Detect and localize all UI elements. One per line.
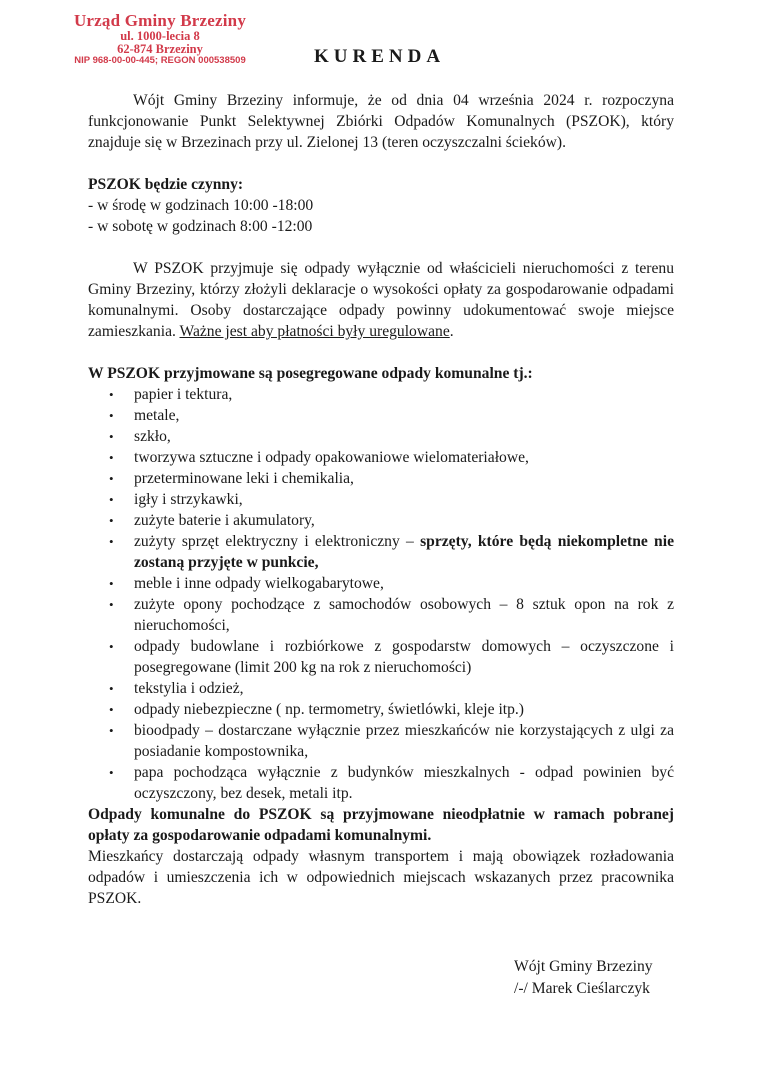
hours-title: PSZOK będzie czynny: bbox=[88, 176, 244, 193]
list-item: • igły i strzykawki, bbox=[134, 489, 674, 510]
list-item: • meble i inne odpady wielkogabarytowe, bbox=[134, 573, 674, 594]
list-item: • szkło, bbox=[134, 426, 674, 447]
stamp-postal: 62-874 Brzeziny bbox=[117, 41, 203, 56]
hours-item-saturday: - w sobotę w godzinach 8:00 -12:00 bbox=[88, 218, 313, 235]
payment-notice: Ważne jest aby płatności były uregulowane bbox=[179, 323, 450, 340]
stamp-office-name: Urząd Gminy Brzeziny bbox=[73, 11, 247, 30]
document-body bbox=[88, 90, 674, 909]
office-stamp bbox=[60, 12, 260, 66]
eligibility-end: . bbox=[449, 323, 454, 340]
signature-block bbox=[514, 956, 653, 1000]
transport-paragraph: Mieszkańcy dostarczają odpady własnym transportem i mają obowiązek rozładowania odpadów i umieszczenia ich w odpowiednich miejscach wskazanych przez pracownika PSZOK. bbox=[88, 848, 674, 907]
stamp-ids: NIP 968-00-00-445; REGON 000538509 bbox=[74, 55, 246, 67]
list-item bbox=[134, 531, 674, 573]
list-item: • tworzywa sztuczne i odpady opakowaniowe wielomateriałowe, bbox=[134, 447, 674, 468]
list-item: • zużyte baterie i akumulatory, bbox=[134, 510, 674, 531]
list-item: • odpady budowlane i rozbiórkowe z gospodarstw domowych – oczyszczone i posegregowane (limit 200 kg na rok z nieruchomości) bbox=[134, 636, 674, 678]
document-title: KURENDA bbox=[314, 46, 446, 67]
free-of-charge-notice: Odpady komunalne do PSZOK są przyjmowane nieodpłatnie w ramach pobranej opłaty za gospodarowanie odpadami komunalnymi. bbox=[88, 806, 674, 844]
intro-paragraph: Wójt Gminy Brzeziny informuje, że od dnia 04 września 2024 r. rozpoczyna funkcjonowanie Punkt Selektywnej Zbiórki Odpadów Komunalnych (PSZOK), który znajduje się w Brzezinach przy ul. Zielonej 13 (teren oczyszczalni ścieków). bbox=[88, 92, 674, 151]
list-item: • papier i tektura, bbox=[134, 384, 674, 405]
accepted-waste-title: W PSZOK przyjmowane są posegregowane odpady komunalne tj.: bbox=[88, 365, 533, 382]
list-item-bold-note: sprzęty, które będą niekompletne nie zostaną przyjęte w punkcie, bbox=[134, 533, 674, 571]
list-item: • bioodpady – dostarczane wyłącznie przez mieszkańców nie korzystających z ulgi za posiadanie kompostownika, bbox=[134, 720, 674, 762]
hours-item-wednesday: - w środę w godzinach 10:00 -18:00 bbox=[88, 197, 314, 214]
list-item-text: zużyty sprzęt elektryczny i elektroniczny – bbox=[134, 533, 421, 550]
list-item: • tekstylia i odzież, bbox=[134, 678, 674, 699]
signature-name: /-/ Marek Cieślarczyk bbox=[514, 980, 650, 997]
eligibility-text: W PSZOK przyjmuje się odpady wyłącznie od właścicieli nieruchomości z terenu Gminy Brzeziny, którzy złożyli deklaracje o wysokości opłaty za gospodarowanie odpadami komunalnymi. Osoby dostarczające odpady powinny udokumentować swoje miejsce zamieszkania. bbox=[88, 260, 674, 340]
accepted-waste-list bbox=[88, 384, 674, 804]
list-item: • metale, bbox=[134, 405, 674, 426]
eligibility-paragraph bbox=[88, 258, 674, 342]
list-item: • odpady niebezpieczne ( np. termometry, świetlówki, kleje itp.) bbox=[134, 699, 674, 720]
stamp-street: ul. 1000-lecia 8 bbox=[120, 28, 200, 43]
list-item: • przeterminowane leki i chemikalia, bbox=[134, 468, 674, 489]
list-item: • zużyte opony pochodzące z samochodów osobowych – 8 sztuk opon na rok z nieruchomości, bbox=[134, 594, 674, 636]
signature-role: Wójt Gminy Brzeziny bbox=[514, 958, 653, 975]
list-item: • papa pochodząca wyłącznie z budynków mieszkalnych - odpad powinien być oczyszczony, bez desek, metali itp. bbox=[134, 762, 674, 804]
